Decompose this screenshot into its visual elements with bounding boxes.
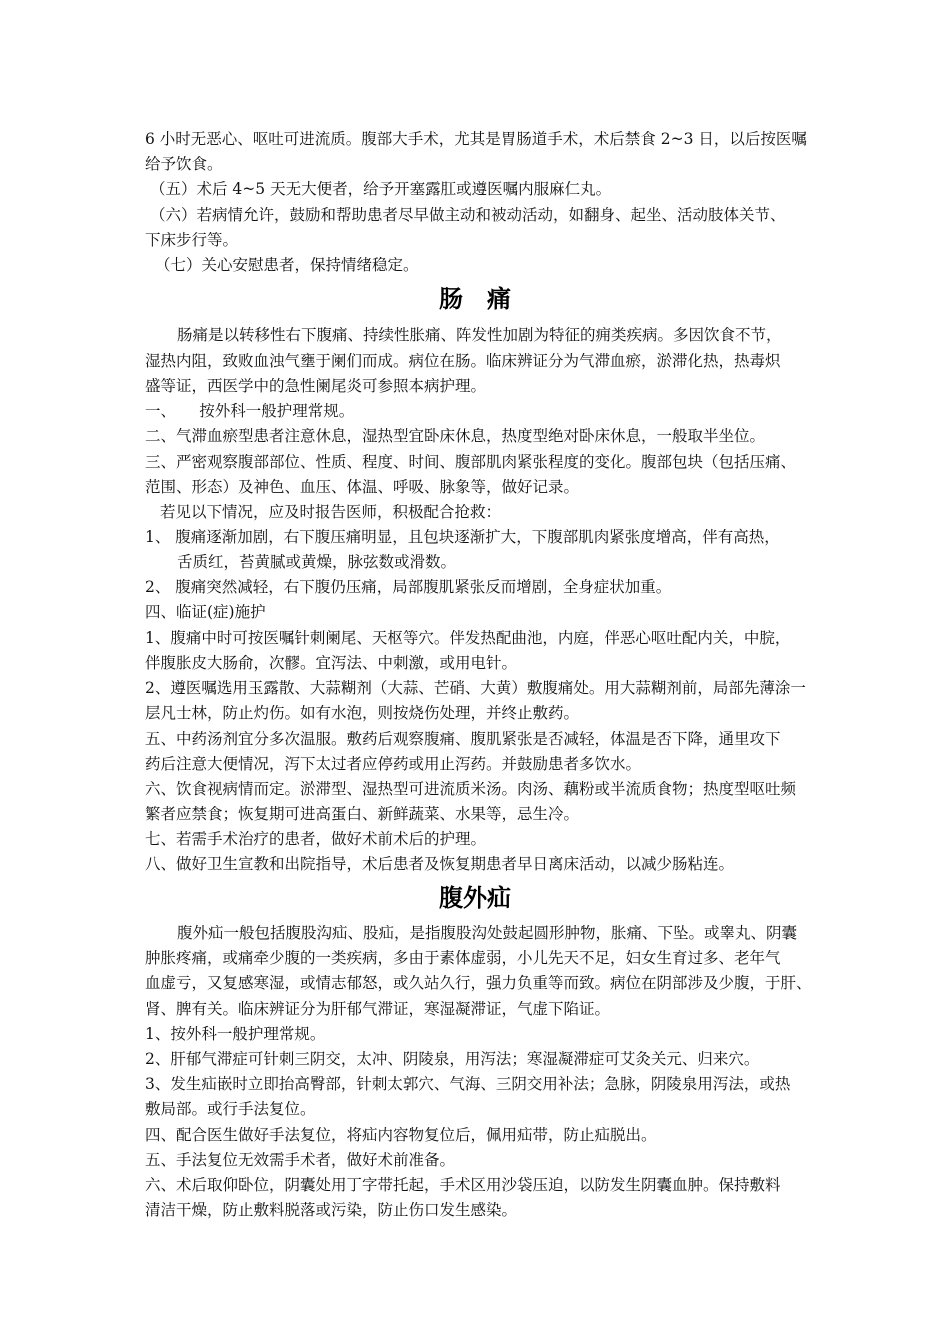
list-item: 3、发生疝嵌时立即抬高臀部，针刺太郭穴、气海、三阴交用补法；急脉，阴陵泉用泻法，或热 bbox=[145, 1075, 791, 1093]
list-item: 四、临证(症)施护 bbox=[145, 603, 266, 621]
list-item: 2、 腹痛突然减轻，右下腹仍压痛，局部腹肌紧张反而增剧，全身症状加重。 bbox=[145, 578, 672, 596]
list-item: 五、中药汤剂宜分多次温服。敷药后观察腹痛、腹肌紧张是否减轻，体温是否下降，通里攻下 bbox=[145, 730, 781, 748]
paragraph-line: 盛等证，西医学中的急性阑尾炎可参照本病护理。 bbox=[145, 377, 487, 395]
paragraph-line: 腹外疝一般包括腹股沟疝、股疝，是指腹股沟处鼓起圆形肿物，胀痛、下坠。或睾丸、阴囊 bbox=[177, 924, 798, 942]
list-item: 1、腹痛中时可按医嘱针刺阑尾、天枢等穴。伴发热配曲池，内庭，伴恶心呕吐配内关，中脘， bbox=[145, 629, 791, 647]
list-item: 范围、形态）及神色、血压、体温、呼吸、脉象等，做好记录。 bbox=[145, 478, 580, 496]
list-item: 伴腹胀皮大肠俞，次髎。宜泻法、中刺激，或用电针。 bbox=[145, 654, 518, 672]
paragraph-line: 若见以下情况，应及时报告医师，积极配合抢救： bbox=[160, 503, 502, 521]
list-item: 六、饮食视病情而定。淤滞型、湿热型可进流质米汤。肉汤、藕粉或半流质食物；热度型呕吐频 bbox=[145, 780, 797, 798]
list-item: 敷局部。或行手法复位。 bbox=[145, 1100, 316, 1118]
list-item: 六、术后取仰卧位，阴囊处用丁字带托起，手术区用沙袋压迫，以防发生阴囊血肿。保持敷料 bbox=[145, 1176, 781, 1194]
list-item: 1、按外科一般护理常规。 bbox=[145, 1025, 326, 1043]
intro-line: 6 小时无恶心、呕吐可进流质。腹部大手术，尤其是胃肠道手术，术后禁食 2~3 日，以后按医嘱 bbox=[145, 130, 807, 148]
list-item: 层凡士林，防止灼伤。如有水泡，则按烧伤处理，并终止敷药。 bbox=[145, 704, 580, 722]
list-item: 舌质红，苔黄腻或黄燥，脉弦数或滑数。 bbox=[177, 553, 457, 571]
paragraph-line: 肠痛是以转移性右下腹痛、持续性胀痛、阵发性加剧为特征的痈类疾病。多因饮食不节， bbox=[177, 326, 782, 344]
list-item: 2、肝郁气滞症可针刺三阴交，太冲、阴陵泉，用泻法；寒湿凝滞症可艾灸关元、归来穴。 bbox=[145, 1050, 760, 1068]
list-item: 2、遵医嘱选用玉露散、大蒜糊剂（大蒜、芒硝、大黄）敷腹痛处。用大蒜糊剂前，局部先薄涂一 bbox=[145, 679, 806, 697]
list-item: 1、 腹痛逐渐加剧，右下腹压痛明显，且包块逐渐扩大，下腹部肌肉紧张度增高，伴有高热， bbox=[145, 528, 780, 546]
paragraph-line: 肿胀疼痛，或痛牵少腹的一类疾病，多由于素体虚弱，小儿先天不足，妇女生育过多、老年气 bbox=[145, 949, 781, 967]
list-item: 一、 按外科一般护理常规。 bbox=[145, 402, 355, 420]
section-heading-fuwaishan: 腹外疝 bbox=[439, 884, 511, 912]
section-heading-changtong: 肠 痛 bbox=[439, 285, 511, 313]
list-item: 五、手法复位无效需手术者，做好术前准备。 bbox=[145, 1151, 456, 1169]
list-item: 清洁干燥，防止敷料脱落或污染，防止伤口发生感染。 bbox=[145, 1201, 518, 1219]
paragraph-line: 湿热内阻，致败血浊气壅于阑们而成。病位在肠。临床辨证分为气滞血瘀，淤滞化热，热毒炽 bbox=[145, 352, 781, 370]
intro-line: （五）术后 4~5 天无大便者，给予开塞露肛或遵医嘱内服麻仁丸。 bbox=[150, 180, 612, 198]
intro-line: （六）若病情允许，鼓励和帮助患者尽早做主动和被动活动，如翻身、起坐、活动肢体关节、 bbox=[150, 206, 786, 224]
paragraph-line: 血虚亏，又复感寒湿，或情志郁怒，或久站久行，强力负重等而致。病位在阴部涉及少腹，于肝、 bbox=[145, 974, 812, 992]
paragraph-line: 肾、脾有关。临床辨证分为肝郁气滞证，寒湿凝滞证，气虚下陷证。 bbox=[145, 1000, 611, 1018]
intro-line: 给予饮食。 bbox=[145, 155, 223, 173]
list-item: 繁者应禁食；恢复期可进高蛋白、新鲜蔬菜、水果等，忌生冷。 bbox=[145, 805, 580, 823]
list-item: 三、严密观察腹部部位、性质、程度、时间、腹部肌肉紧张程度的变化。腹部包块（包括压痛、 bbox=[145, 453, 797, 471]
list-item: 四、配合医生做好手法复位，将疝内容物复位后，佩用疝带，防止疝脱出。 bbox=[145, 1126, 657, 1144]
list-item: 二、气滞血瘀型患者注意休息，湿热型宜卧床休息，热度型绝对卧床休息，一般取半坐位。 bbox=[145, 427, 766, 445]
list-item: 药后注意大便情况，泻下太过者应停药或用止泻药。并鼓励患者多饮水。 bbox=[145, 755, 642, 773]
list-item: 八、做好卫生宣教和出院指导，术后患者及恢复期患者早日离床活动，以减少肠粘连。 bbox=[145, 855, 735, 873]
intro-line: （七）关心安慰患者，保持情绪稳定。 bbox=[155, 256, 419, 274]
intro-line: 下床步行等。 bbox=[145, 231, 239, 249]
list-item: 七、若需手术治疗的患者，做好术前术后的护理。 bbox=[145, 830, 487, 848]
